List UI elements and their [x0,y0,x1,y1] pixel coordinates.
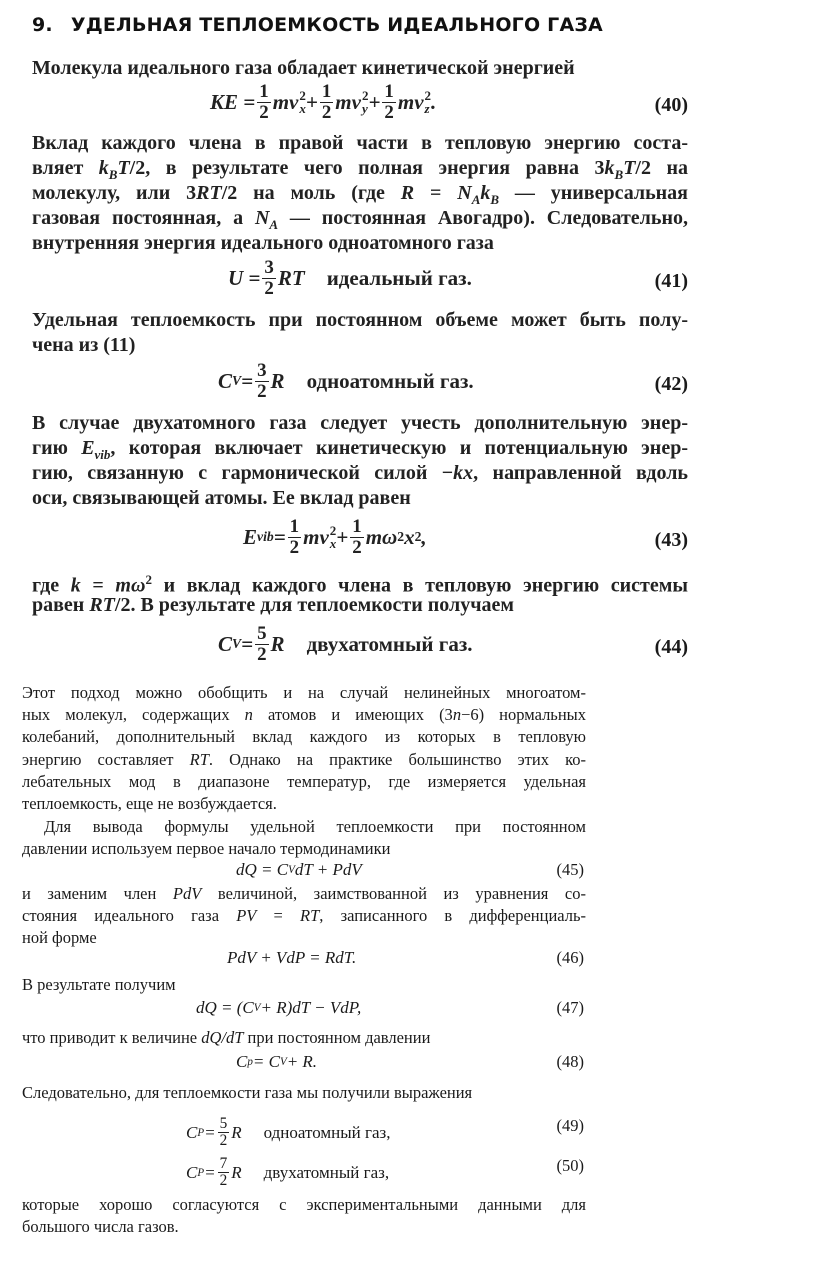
equation [186,1116,390,1149]
text-run: = [414,182,458,204]
math-subscript: B [614,167,624,182]
math-text: dQ = C [236,860,289,879]
math-text: KE = [210,89,256,114]
paragraph-line [32,333,688,357]
math-superscript: 2 [299,88,306,104]
paragraph-line [32,461,688,485]
fraction-numerator: 1 [289,516,300,537]
math-text: . [431,89,437,114]
math-subscript: z [424,101,430,117]
math-subscript: B [108,167,118,182]
math-variable: PdV [172,884,202,903]
section-number: 9. [32,14,53,36]
text-run: величиной, заимствованной из уравнения со- [201,884,587,903]
text-run: и вклад каждого члена в тепловую энергию системы [151,574,688,597]
math-variable: RT [189,750,209,769]
math-subscript: y [361,101,368,117]
math-subscript: vib [94,447,111,462]
paragraph-line [22,794,586,814]
math-text: , [421,524,427,549]
equation-number: (41) [654,270,688,292]
text-run: и заменим член [22,884,173,903]
paragraph-line [32,206,688,230]
text-run: гию, связанную с гармонической силой − [32,462,454,484]
text-run: лебательных мод в диапазоне температур, где измеряется удельная [22,772,586,791]
math-text: x [404,524,415,549]
math-text: U = [228,265,261,290]
paragraph-line [22,884,586,904]
math-text: PdV + VdP = RdT. [227,948,357,967]
equation-label: одноатомный газ. [306,368,474,393]
math-subscript: x [329,536,337,552]
text-run: Этот подход можно обобщить и на случай нелинейных многоатом- [22,683,586,702]
equation-number: (40) [654,94,688,116]
math-text: C [236,1052,248,1071]
fraction [288,517,301,558]
math-superscript: 2 [329,523,337,539]
math-text: = [241,368,254,393]
math-text: + [305,89,318,114]
section-title-text: УДЕЛЬНАЯ ТЕПЛОЕМКОСТЬ ИДЕАЛЬНОГО ГАЗА [70,14,603,36]
text-run: ных молекул, содержащих [22,705,245,724]
text-run: колебаний, дополнительный вклад каждого из которых в тепловую [22,727,586,746]
text-run: газовая постоянная, а [32,207,255,229]
fraction-numerator: 5 [219,1115,228,1132]
text-run: /2. В результате для теплоемкости получаем [114,594,515,616]
text-run: /2 на [635,157,688,179]
fraction [257,82,270,123]
text-run: /2, в результате чего полная энергия равна 3 [129,157,605,179]
math-text: dQ = (C [196,998,254,1017]
paragraph-line [32,486,688,510]
text-run: = [256,906,301,925]
paragraph-line [22,906,586,926]
text-run: стояния идеального газа [22,906,237,925]
math-variable: mω [115,574,146,597]
fraction-numerator: 3 [257,360,267,381]
equation-number: (47) [556,998,584,1017]
equation-number: (43) [654,529,688,551]
paragraph-line [22,839,586,859]
text-run: которые хорошо согласуются с экспериментальными данными для [22,1195,586,1214]
equation-number: (49) [556,1116,584,1135]
paragraph-line [32,568,688,597]
paragraph-line [32,156,688,180]
text-run: гию [32,437,82,459]
text-run: что приводит к величине [22,1028,202,1047]
text-run: В результате получим [22,975,176,994]
text-run: где [32,574,71,597]
math-variable: kx [453,462,474,484]
paragraph-line [22,1217,586,1237]
fraction [218,1116,230,1149]
equation-label: одноатомный газ, [263,1122,391,1142]
fraction-denominator: 2 [289,536,300,558]
paragraph-line [22,750,586,770]
math-variable: N [254,207,270,229]
text-run: Молекула идеального газа обладает кинетической энергией [32,57,575,79]
fraction-numerator: 5 [257,623,267,644]
text-run: Следовательно, для теплоемкости газа мы получили выражения [22,1083,473,1102]
math-subscript: B [490,192,500,207]
math-variable: RT [89,594,115,616]
fraction-denominator: 2 [219,1172,228,1190]
fraction-numerator: 1 [352,516,362,537]
text-run: атомов и имеющих (3 [252,705,453,724]
fraction [382,82,395,123]
text-run: , направленной вдоль [473,462,688,484]
text-run: Вклад каждого члена в правой части в тепловую энергию соста- [32,132,688,154]
fraction [350,517,363,558]
paragraph-line [22,683,586,703]
math-text: C [218,631,233,656]
math-superscript: 2 [145,572,152,587]
math-variable: n [244,705,253,724]
math-text: C [186,1122,198,1142]
math-text: = [204,1162,216,1182]
math-variable: dQ/dT [201,1028,244,1047]
math-variable: k [98,157,109,179]
math-variable: k [70,574,81,597]
paragraph-line [32,231,688,255]
math-variable: RT [300,906,320,925]
equation-number: (45) [556,860,584,879]
equation-label: двухатомный газ. [306,631,473,656]
math-superscript: 2 [414,529,422,545]
text-run: В случае двухатомного газа следует учесть дополнительную энер- [32,412,688,434]
equation [236,1052,317,1072]
math-text: + R)dT − VdP, [260,998,362,1017]
text-run: вляет [32,157,99,179]
math-text: RT [277,265,305,290]
math-text: E [243,524,258,549]
paragraph-line [22,727,586,747]
math-subscript: x [299,101,306,117]
math-text: mv [397,89,424,114]
text-run: — постоянная Авогадро). Следовательно, [278,207,688,229]
math-subscript: A [269,217,279,232]
math-variable: k [480,182,491,204]
paragraph-line [22,1195,586,1215]
math-subscript: V [232,373,242,389]
text-run: /2 на моль (где [221,182,401,204]
paragraph-line [32,411,688,435]
math-subscript: V [232,636,242,652]
paragraph-line [32,308,688,332]
text-run: большого числа газов. [22,1217,179,1236]
text-run: Для вывода формулы удельной теплоемкости при постоянном [44,817,586,836]
math-subscript: P [197,1166,205,1179]
section-title [32,14,603,36]
fraction-numerator: 7 [219,1155,228,1172]
fraction-denominator: 2 [264,277,274,299]
math-text: mv [335,89,361,114]
math-text: R [270,631,285,656]
math-subscript: V [288,864,295,876]
paragraph-line [22,928,586,948]
fraction-numerator: 1 [384,81,394,102]
paragraph-line [22,1028,586,1048]
fraction [320,82,333,123]
equation [228,258,472,299]
paragraph-line [22,975,586,995]
equation-number: (44) [654,636,688,658]
math-text: R [231,1122,242,1142]
paragraph-line [32,181,688,205]
math-text: + R. [286,1052,318,1071]
math-text: + [336,524,349,549]
equation [227,948,356,968]
paragraph-line [32,131,688,155]
paragraph-line [22,772,586,792]
math-variable: R [400,182,415,204]
math-text: dT + PdV [294,860,362,879]
equation-number: (42) [654,373,688,395]
math-text: = C [252,1052,280,1071]
math-text: + [368,89,381,114]
text-run: оси, связывающей атомы. Ее вклад равен [32,487,411,509]
math-text: C [218,368,233,393]
math-text: R [231,1162,242,1182]
equation [186,1156,389,1189]
math-text: C [186,1162,198,1182]
math-superscript: 2 [424,88,432,104]
fraction [255,624,268,665]
math-subscript: p [247,1056,253,1068]
fraction-denominator: 2 [259,101,269,123]
fraction-denominator: 2 [219,1132,228,1150]
text-run: ной форме [22,928,97,947]
fraction-numerator: 1 [321,81,332,102]
math-superscript: 2 [397,529,405,545]
text-run: чена из (11) [32,334,136,356]
math-subscript: A [471,192,481,207]
fraction-denominator: 2 [352,536,362,558]
math-variable: k [604,157,615,179]
fraction [255,361,268,402]
equation-number: (50) [556,1156,584,1175]
text-run: давлении используем первое начало термодинамики [22,839,391,858]
math-subscript: vib [257,529,274,545]
fraction-denominator: 2 [384,101,394,123]
paragraph-line [22,1083,586,1103]
equation-number: (46) [556,948,584,967]
math-text: = [273,524,286,549]
equation-label: идеальный газ. [326,265,472,290]
fraction-denominator: 2 [321,101,332,123]
math-subscript: V [279,1056,287,1068]
math-text: mv [272,89,299,114]
math-variable: RT [196,182,222,204]
text-run: при постоянном давлении [243,1028,431,1047]
math-superscript: 2 [361,88,369,104]
equation [196,998,361,1018]
math-variable: T [117,157,130,179]
fraction-numerator: 3 [264,257,274,278]
equation [218,361,474,402]
text-run: молекулу, или 3 [32,182,197,204]
text-run: внутренняя энергия идеального одноатомного газа [32,232,494,254]
equation [243,517,427,558]
text-run: . Однако на практике большинство этих ко- [208,750,587,769]
math-text: mv [303,524,329,549]
math-variable: PV [236,906,257,925]
text-run: теплоемкость, еще не возбуждается. [22,794,277,813]
equation [218,624,473,665]
paragraph-line [22,817,586,837]
text-run: энергию составляет [22,750,190,769]
text-run: — универсальная [499,182,689,204]
math-variable: n [452,705,462,724]
paragraph-line [32,56,688,80]
fraction [262,258,275,299]
text-run: , которая включает кинетическую и потенциальную энер- [110,437,688,459]
text-run: равен [32,594,90,616]
equation [210,82,436,123]
fraction-denominator: 2 [257,643,267,665]
math-text: mω [365,524,398,549]
fraction-numerator: 1 [259,81,269,102]
text-run: −6) нормальных [461,705,586,724]
math-text: = [204,1122,216,1142]
math-subscript: P [197,1126,205,1139]
math-subscript: V [253,1002,261,1014]
paragraph-line [32,436,688,460]
math-variable: N [457,182,472,204]
text-run: = [80,574,116,597]
paragraph-line [32,593,688,617]
equation [236,860,362,880]
fraction-denominator: 2 [257,380,267,402]
math-variable: T [623,157,636,179]
math-text: = [241,631,254,656]
fraction [218,1156,230,1189]
text-run: Удельная теплоемкость при постоянном объеме может быть полу- [32,309,688,331]
math-variable: E [81,437,95,459]
paragraph-line [22,705,586,725]
equation-label: двухатомный газ, [263,1162,390,1182]
math-text: R [270,368,285,393]
text-run: , записанного в дифференциаль- [319,906,586,925]
equation-number: (48) [556,1052,584,1071]
